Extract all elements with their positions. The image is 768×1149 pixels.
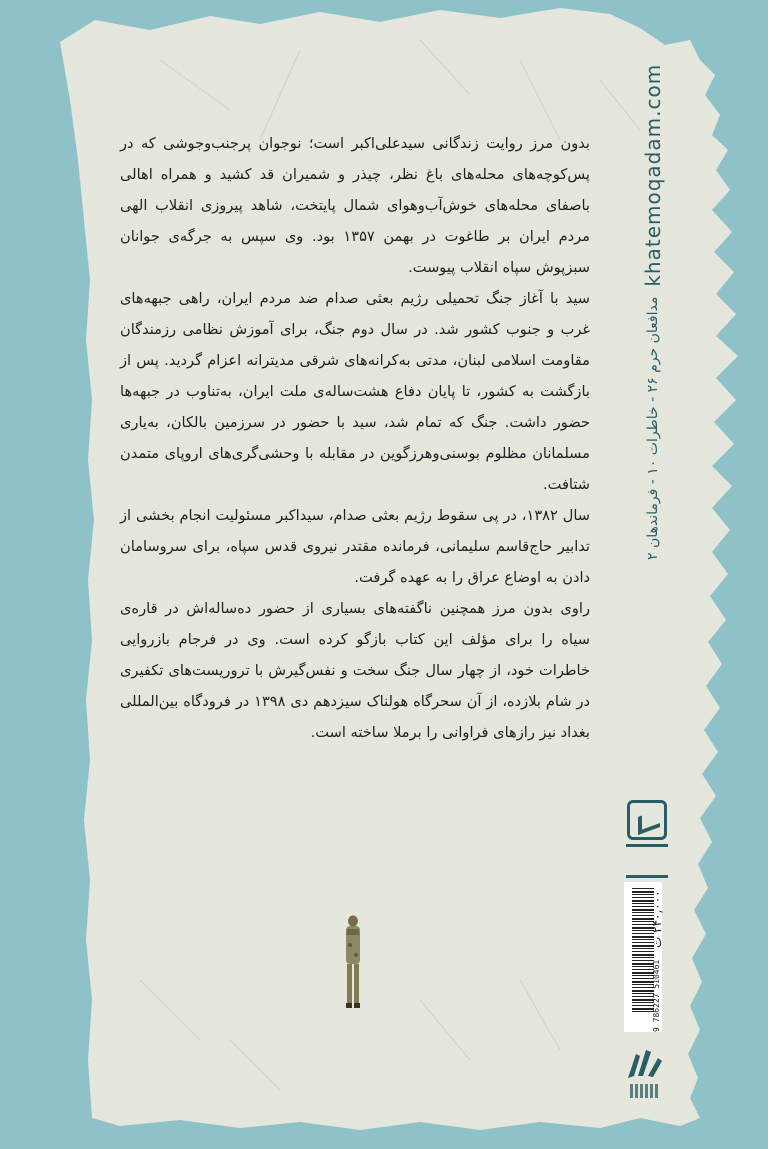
synopsis-paragraph-3: سال ۱۳۸۲، در پی سقوط رژیم بعثی صدام، سیداکبر مسئولیت انجام بخشی از تدابیر حاج‌قاسم سلیمانی، فرمانده مقتدر نیروی قدس سپاه، برای سروسامان دادن به اوضاع عراق را به‌ عهده گرفت. [120,507,590,586]
series-label: مدافعان حرم ۲۶ - خاطرات ۱۰ - فرماندهان ۲ [645,296,661,560]
hand-logo-icon [620,1046,670,1102]
soldier-figure-icon [338,915,368,1015]
synopsis-text [120,128,590,748]
synopsis-paragraph-4: راوی بدون مرز همچنین ناگفته‌های بسیاری از حضور ده‌ساله‌اش در قاره‌ی سیاه را برای مؤلف این کتاب بازگو کرده است. وی در فرجام بازروایی خاطرات خود، از چهار سال جنگ سخت و نفس‌گیرش با تروریست‌های تکفیری در شام بلازده، از آن سحرگاه هولناک سیزدهم دی ۱۳۹۸ در فرودگاه بین‌المللی بغداد نیز رازهای فراوانی را برملا ساخته است. [120,600,590,741]
barcode-digits: 9 786227 510461 [652,959,661,1032]
synopsis-paragraph-1: بدون مرز روایت زندگانی سیدعلی‌اکبر است؛ نوجوان پرجنب‌وجوشی که در پس‌کوچه‌های محله‌های باغ‌ نظر، چیذر و شمیران قد کشید و همراه اهالی باصفای محله‌های خوش‌آب‌وهوای شمال پایتخت، شاهد پیروزی انقلاب الهی مردم ایران بر طاغوت در بهمن ۱۳۵۷ بود. وی سپس به جرگه‌ی جوانان سبزپوش سپاه انقلاب پیوست. [120,135,590,276]
website-label: khatemoqadam.com [641,63,665,287]
synopsis-paragraph-2: سید با آغاز جنگ تحمیلی رژیم بعثی صدام ضد مردم ایران، راهی جبهه‌های غرب و جنوب کشور شد. در سال دوم جنگ، برای آموزش نظامی رزمندگان مقاومت اسلامی لبنان، مدتی به‌کرانه‌های شرقی مدیترانه اعزام گردید. پس از بازگشت به‌ کشور، تا پایان دفاع هشت‌ساله‌ی ملت ایران، به‌تناوب در جبهه‌ها حضور داشت. جنگ که تمام شد، سید با حضور در سرزمین بالکان، به‌یاری مسلمانان مظلوم بوسنی‌وهرزگوین در مقابله با وحشی‌گری‌های اروپای متمدن شتافت. [120,290,590,493]
khatemoqadam-logo-icon [624,800,670,874]
price-label: ۲۴۰,۰۰۰ ت [650,890,664,948]
